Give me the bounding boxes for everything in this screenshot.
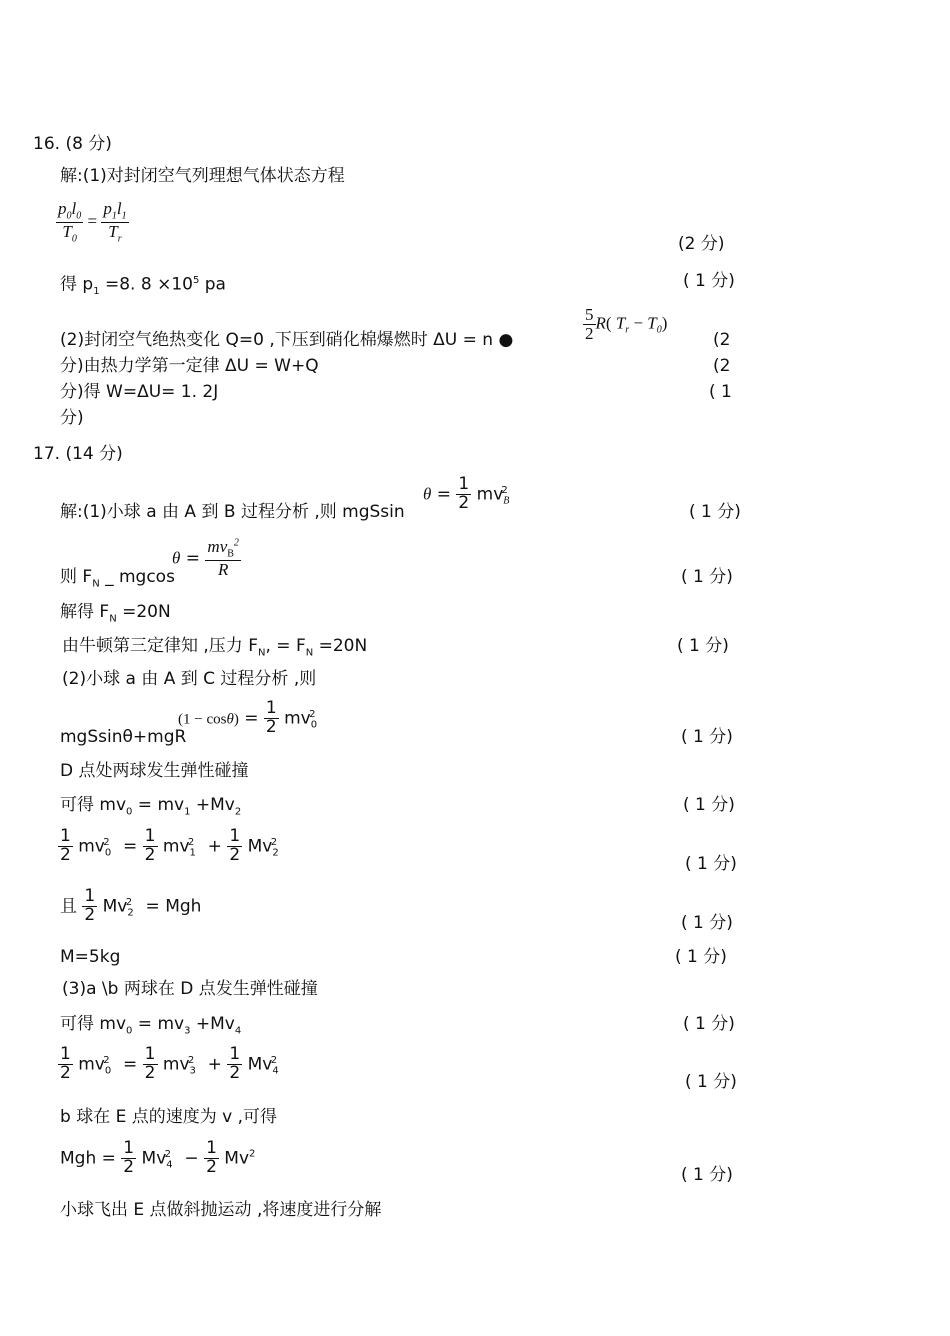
- q17-line-1: 解:(1)小球 a 由 A 到 B 过程分析 ,则 mgSsin: [60, 502, 405, 522]
- q16-line3-points: (2: [713, 330, 731, 350]
- q17-line-5: (2)小球 a 由 A 到 C 过程分析 ,则: [62, 669, 317, 689]
- q17-line2-points: ( 1 分): [681, 567, 733, 587]
- q17-line-4: 由牛顿第三定律知 ,压力 $F_N$, = $F_N =20N$: [62, 636, 368, 659]
- q16-line2-points: ( 1 分): [683, 271, 735, 291]
- q17-line-7: D 点处两球发生弹性碰撞: [60, 761, 249, 781]
- q17-line-11: M=5kg: [60, 947, 121, 967]
- q17-line-3: 解得 $F_N =20N$: [60, 602, 171, 625]
- q17-line14-points: ( 1 分): [685, 1072, 737, 1092]
- q16-line-1: 解:(1)对封闭空气列理想气体状态方程: [60, 166, 345, 186]
- q17-line13-points: ( 1 分): [683, 1014, 735, 1034]
- q16-line-2: 得 $p_1 =8$. $8 \times 10^5$ pa: [60, 274, 226, 298]
- q17-line16-points: ( 1 分): [681, 1165, 733, 1185]
- q17-line-2: 则 $F_N$ _ mgcos: [60, 567, 175, 590]
- q17-eq-9: $\frac{1}{2}$ $mv_0^2$ = $\frac{1}{2}$ $mv_1^2$ + $\frac{1}{2}$ $Mv_2^2$: [60, 826, 279, 865]
- q16-line-6: 分): [60, 408, 84, 428]
- q17-eq-14: $\frac{1}{2}$ $mv_0^2$ = $\frac{1}{2}$ $mv_3^2$ + $\frac{1}{2}$ $Mv_4^2$: [60, 1044, 279, 1083]
- q17-line-16: Mgh = $\frac{1}{2}$ $Mv_4^2$ − $\frac{1}{2}$ Mv$^2$: [60, 1138, 256, 1177]
- q17-line1-points: ( 1 分): [689, 502, 741, 522]
- q17-eq-2: θ = $\frac{mv_B^2}{R}$: [172, 537, 239, 579]
- q17-line9-points: ( 1 分): [685, 854, 737, 874]
- q16-line-3: (2)封闭空气绝热变化 Q=0 ,下压到硝化棉爆燃时 ΔU = n ●: [60, 330, 514, 350]
- q17-line-13: 可得 $mv_0 = mv_3 +Mv_4$: [60, 1014, 242, 1037]
- q17-line-12: (3)a \b 两球在 D 点发生弹性碰撞: [62, 979, 318, 999]
- q17-line8-points: ( 1 分): [683, 795, 735, 815]
- q17-eq-1: θ = $\frac{1}{2}$ $mv_B^2$: [423, 474, 510, 513]
- q16-line5-points: ( 1: [709, 382, 732, 402]
- q17-line10-points: ( 1 分): [681, 913, 733, 933]
- q16-eq1-points: (2 分): [678, 234, 725, 254]
- q17-line-8: 可得 $mv_0 = mv_1 +Mv_2$: [60, 795, 242, 818]
- q17-line11-points: ( 1 分): [675, 947, 727, 967]
- q16-line4-points: (2: [713, 356, 731, 376]
- q17-line6-points: ( 1 分): [681, 727, 733, 747]
- q17-eq-6: (1 − cosθ) = $\frac{1}{2}$ $mv_0^2$: [178, 698, 318, 737]
- q17-line4-points: ( 1 分): [677, 636, 729, 656]
- q17-line-10: 且 $\frac{1}{2}$ $Mv_2^2$ = Mgh: [60, 886, 202, 925]
- q16-gas-equation: $\frac{p_0l_0}{T_0}$ = $\frac{p_1l_1}{T_r}$: [58, 199, 127, 245]
- q17-line-6: mgSsinθ+mgR: [60, 727, 187, 747]
- q16-energy-formula: $\frac{5}{2}$ R( $T_r - T_0$): [585, 305, 668, 343]
- q17-line-15: b 球在 E 点的速度为 v ,可得: [60, 1107, 278, 1127]
- q16-header: 16. (8 分): [33, 134, 112, 154]
- q16-line-4: 分)由热力学第一定律 ΔU = W+Q: [60, 356, 319, 376]
- q17-line-17: 小球飞出 E 点做斜抛运动 ,将速度进行分解: [60, 1200, 382, 1220]
- q17-header: 17. (14 分): [33, 444, 123, 464]
- q16-line-5: 分)得 W=ΔU= 1. 2J: [60, 382, 219, 402]
